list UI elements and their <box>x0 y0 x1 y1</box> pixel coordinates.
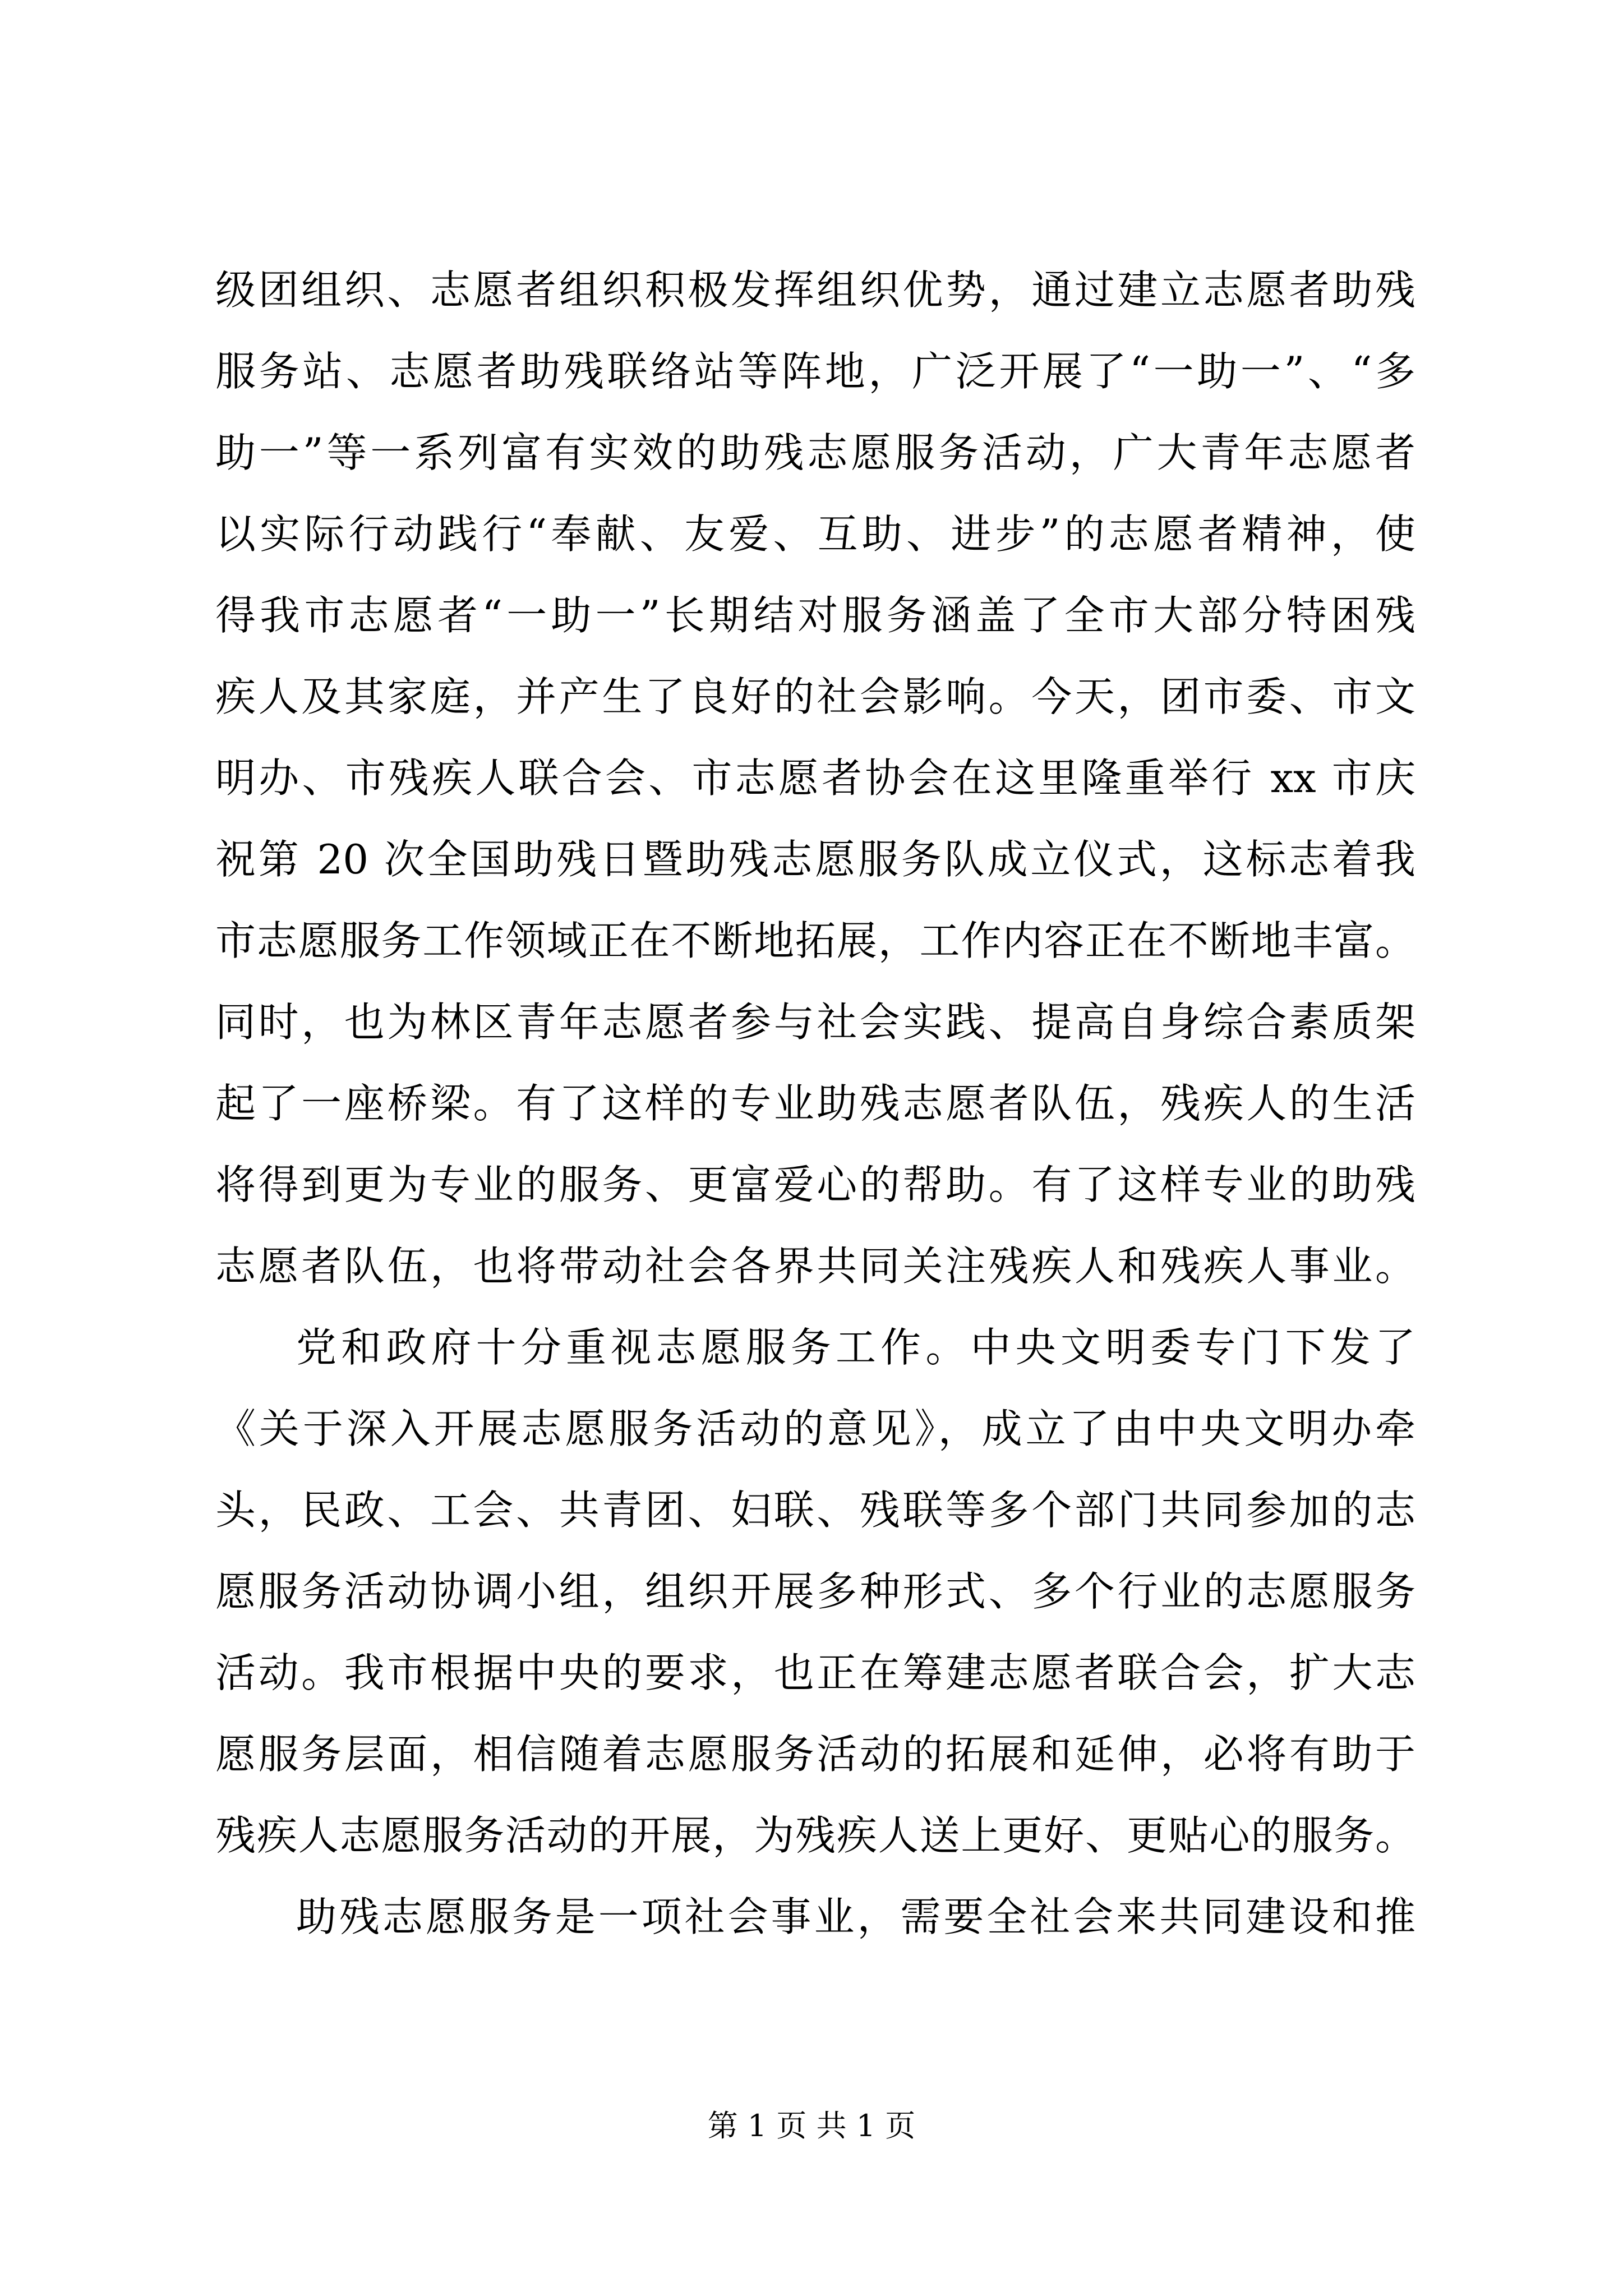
text-line: 《关于深入开展志愿服务活动的意见》，成立了由中央文明办牵 <box>215 1405 1415 1452</box>
text-line: 愿服务活动协调小组，组织开展多种形式、多个行业的志愿服务 <box>215 1568 1415 1615</box>
text-line: 服务站、志愿者助残联络站等阵地，广泛开展了“一助一”、“多 <box>215 348 1415 395</box>
document-body <box>215 250 1415 1958</box>
text-line: 愿服务层面，相信随着志愿服务活动的拓展和延伸，必将有助于 <box>215 1731 1415 1778</box>
text-line: 将得到更为专业的服务、更富爱心的帮助。有了这样专业的助残 <box>215 1161 1415 1208</box>
text-line: 志愿者队伍，也将带动社会各界共同关注残疾人和残疾人事业。 <box>215 1243 1415 1290</box>
text-line: 得我市志愿者“一助一”长期结对服务涵盖了全市大部分特困残 <box>215 592 1415 639</box>
paragraph-first-line: 助残志愿服务是一项社会事业，需要全社会来共同建设和推 <box>296 1893 1415 1940</box>
text-line: 以实际行动践行“奉献、友爱、互助、进步”的志愿者精神，使 <box>215 510 1415 558</box>
text-line: 头，民政、工会、共青团、妇联、残联等多个部门共同参加的志 <box>215 1487 1415 1534</box>
text-line: 起了一座桥梁。有了这样的专业助残志愿者队伍，残疾人的生活 <box>215 1080 1415 1127</box>
text-line: 残疾人志愿服务活动的开展，为残疾人送上更好、更贴心的服务。 <box>215 1812 1415 1859</box>
text-line: 疾人及其家庭，并产生了良好的社会影响。今天，团市委、市文 <box>215 673 1415 720</box>
page-number: 第 1 页 共 1 页 <box>707 2108 916 2143</box>
paragraph-first-line: 党和政府十分重视志愿服务工作。中央文明委专门下发了 <box>296 1324 1415 1371</box>
text-line: 祝第 20 次全国助残日暨助残志愿服务队成立仪式，这标志着我 <box>215 836 1415 883</box>
page-footer <box>0 2106 1623 2146</box>
text-line: 级团组织、志愿者组织积极发挥组织优势，通过建立志愿者助残 <box>215 266 1415 314</box>
text-line: 明办、市残疾人联合会、市志愿者协会在这里隆重举行 xx 市庆 <box>215 754 1415 802</box>
text-line: 助一”等一系列富有实效的助残志愿服务活动，广大青年志愿者 <box>215 429 1415 476</box>
text-line: 市志愿服务工作领域正在不断地拓展，工作内容正在不断地丰富。 <box>215 917 1415 964</box>
text-line: 活动。我市根据中央的要求，也正在筹建志愿者联合会，扩大志 <box>215 1649 1415 1696</box>
text-line: 同时，也为林区青年志愿者参与社会实践、提高自身综合素质架 <box>215 999 1415 1046</box>
